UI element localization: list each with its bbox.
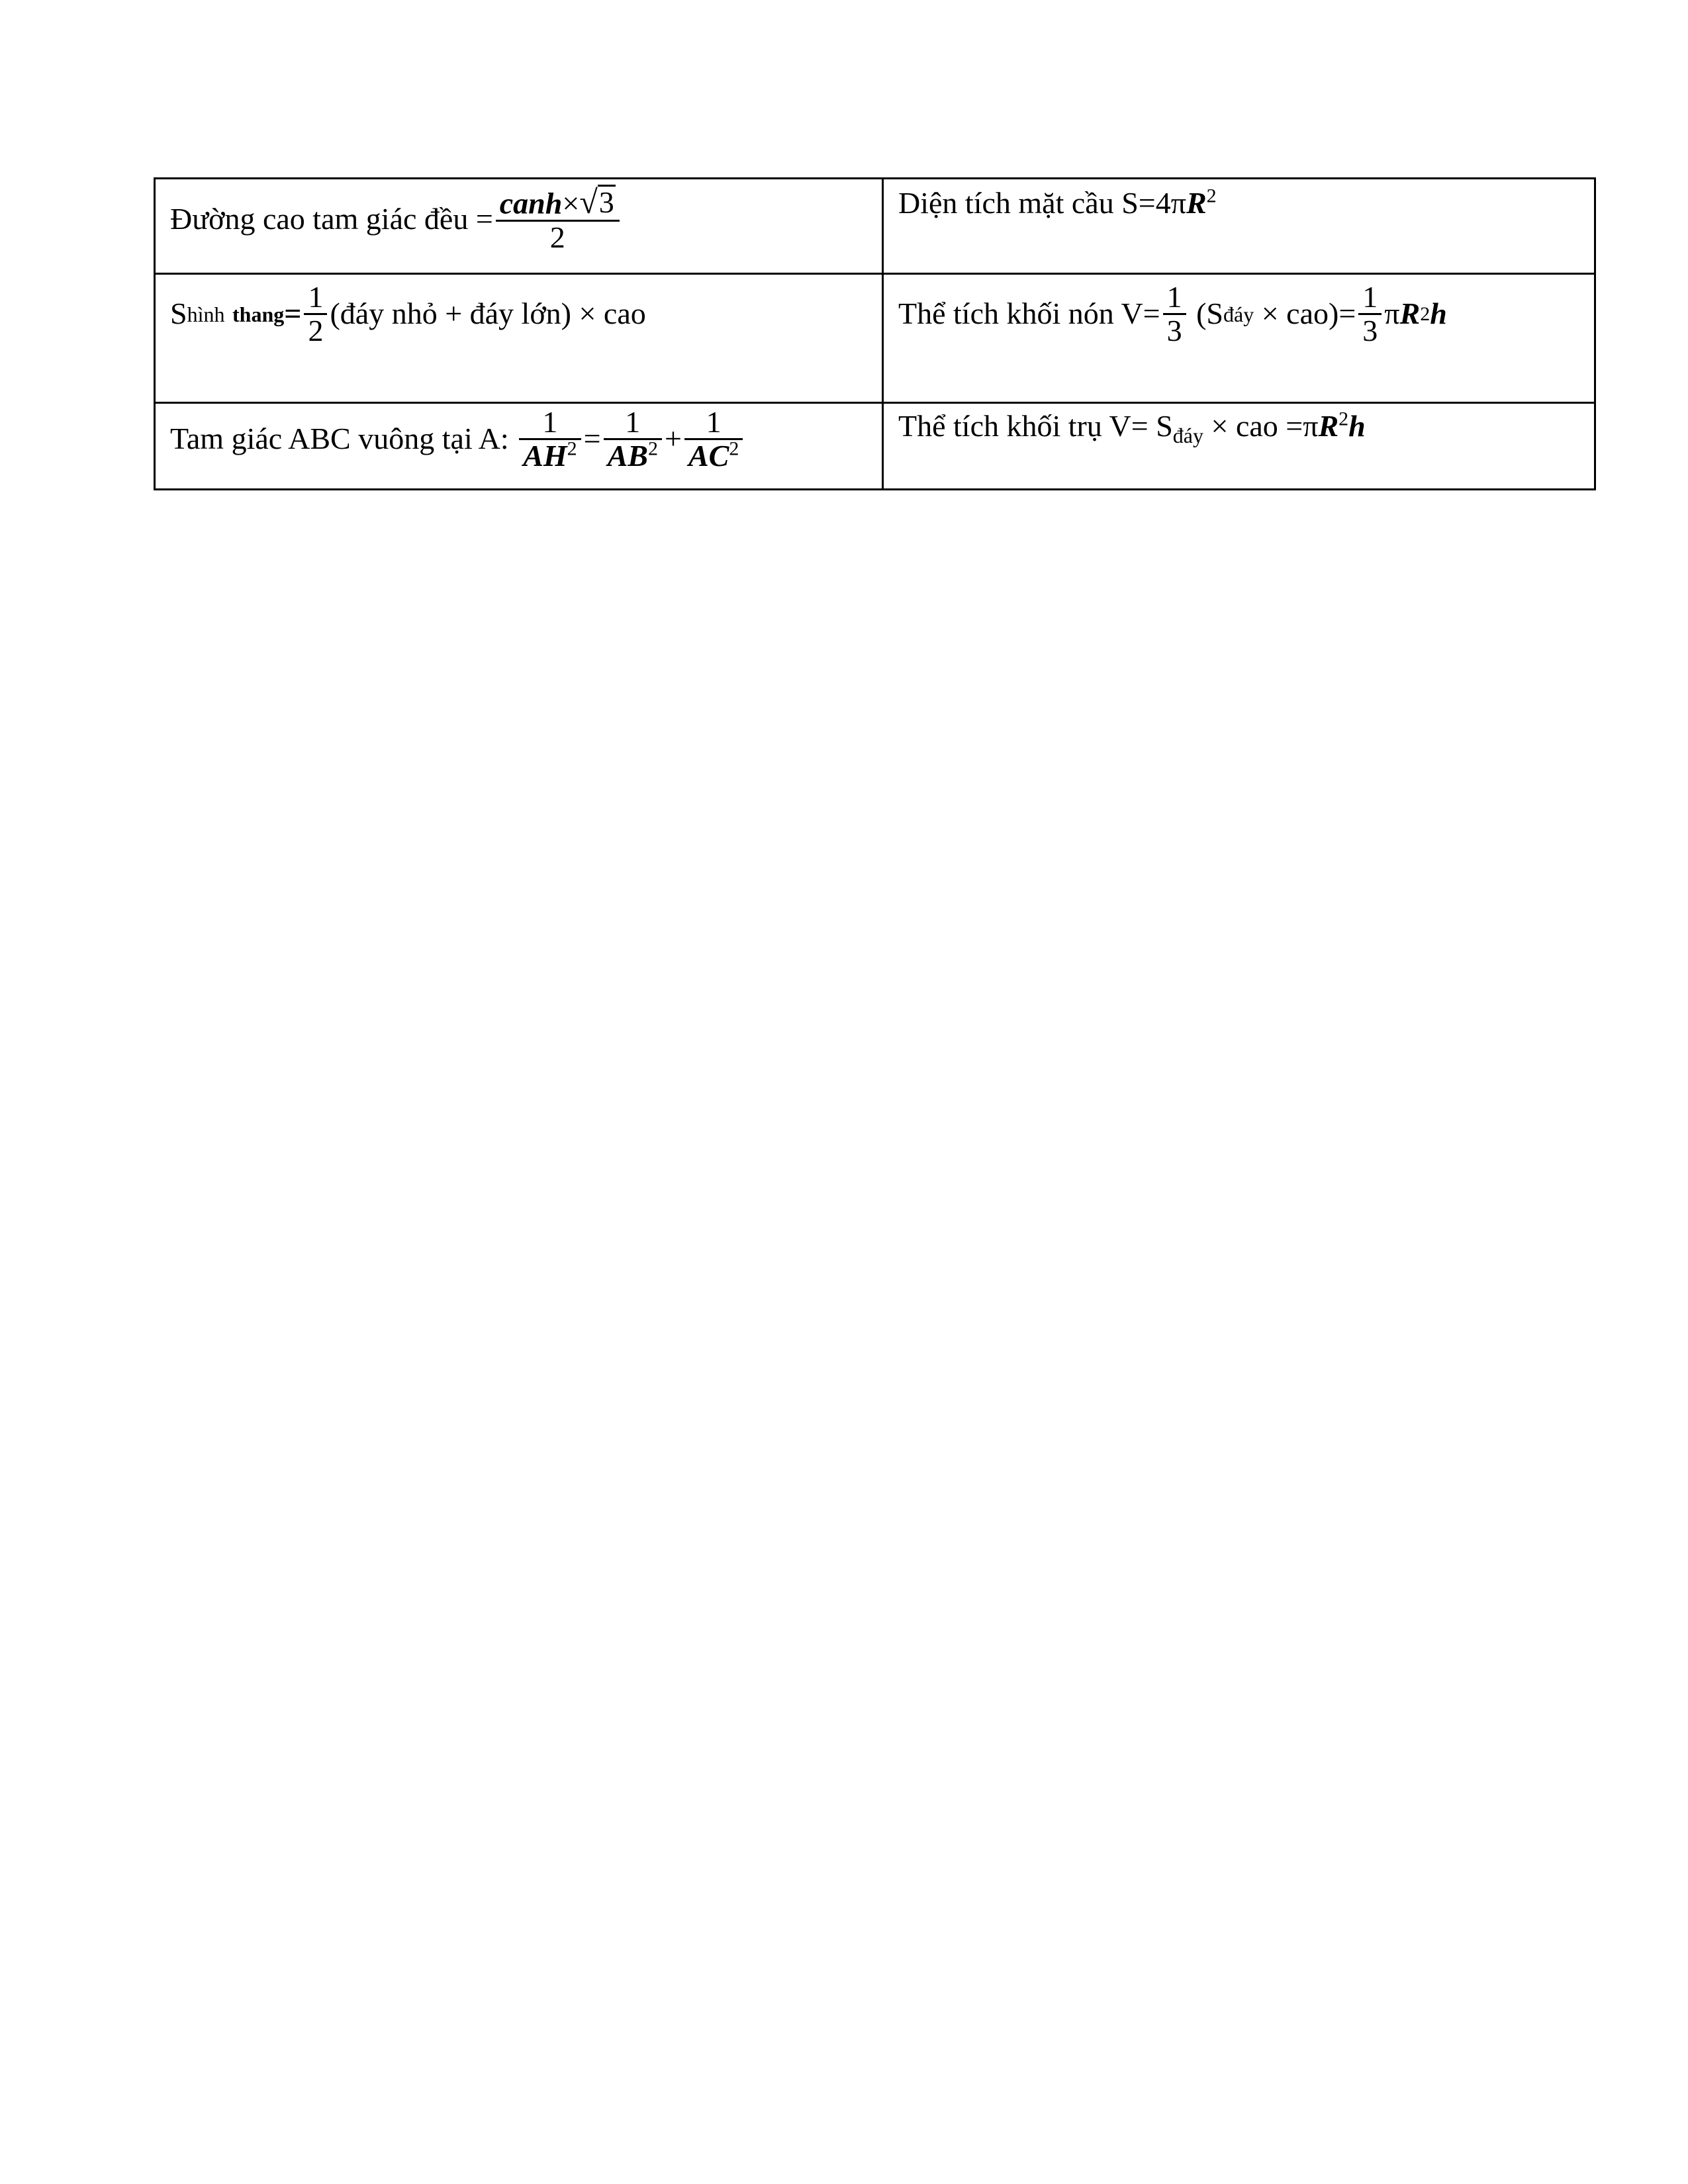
cell-cone-volume: Thể tích khối nón V= $\frac{1}{3}$ (S đáy × cao)= $\frac{1}{3}$ π R 2 h: [883, 274, 1595, 403]
fraction: $\frac{1}{2}$: [304, 281, 327, 347]
formula-table: [154, 177, 1596, 490]
table-row: [155, 274, 1595, 403]
label-cone-volume: Thể tích khối nón V=: [898, 296, 1160, 331]
label-equilateral-height: Đường cao tam giác đều =: [170, 201, 493, 236]
fraction: $\frac{1}{AH^2}$: [519, 406, 581, 473]
cell-right-triangle: Tam giác ABC vuông tại A: $\frac{1}{AH^2}$ = $\frac{1}{AB^2}$ + $\frac{1}{AC^2}$: [155, 403, 883, 490]
table-row: [155, 179, 1595, 274]
cell-cylinder-volume: Thể tích khối trụ $V= S_{đáy}$ × cao $=\pi R^2h$: [883, 403, 1595, 490]
cell-trapezoid-area: S hình thang = $\frac{1}{2}$ (đáy nhỏ + đáy lớn) × cao: [155, 274, 883, 403]
fraction: $\frac{1}{3}$: [1163, 281, 1186, 347]
fraction: $\frac{1}{3}$: [1358, 281, 1382, 347]
label-cylinder-volume: Thể tích khối trụ V= S: [898, 409, 1173, 443]
label-sphere-area: Diện tích mặt cầu S: [898, 186, 1139, 220]
label-right-triangle: Tam giác ABC vuông tại A:: [170, 422, 509, 456]
cell-equilateral-height: [155, 179, 883, 274]
fraction: canh× √ 3 2: [496, 185, 620, 253]
cell-sphere-area: Diện tích mặt cầu $S=4\pi R^2$: [883, 179, 1595, 274]
sqrt: √ 3: [579, 183, 614, 221]
table-row: [155, 403, 1595, 490]
fraction: $\frac{1}{AC^2}$: [684, 406, 743, 473]
fraction: $\frac{1}{AB^2}$: [604, 406, 662, 473]
